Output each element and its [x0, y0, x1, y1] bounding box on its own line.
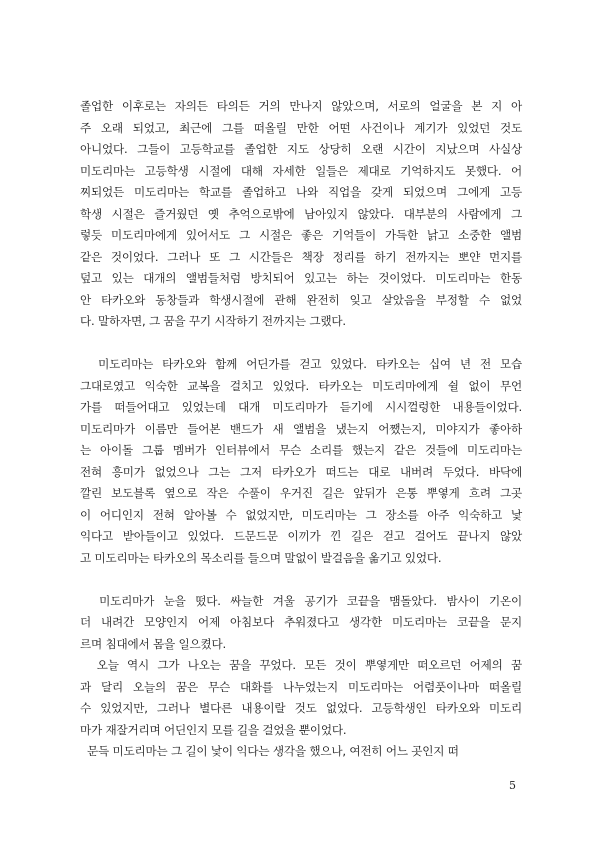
text-line: 미도리마는 타카오와 함께 어딘가를 걷고 있었다. 타카오는 십여 년 전 모습 — [80, 357, 522, 371]
text-line: 주 오래 되었고, 최근에 그를 떠올릴 만한 어떤 사건이나 계기가 있었던 것도 — [80, 120, 522, 135]
text-line: 그대로였고 익숙한 교복을 걸치고 있었다. 타카오는 미도리마에게 쉴 없이 무언 — [80, 378, 522, 393]
text-line: 미도리마가 눈을 떴다. 싸늘한 겨울 공기가 코끝을 맴돌았다. 밤사이 기온이 — [80, 593, 522, 608]
text-line: 덮고 있는 대개의 앨범들처럼 방치되어 있고는 하는 것이었다. 미도리마는 한동 — [80, 271, 522, 285]
text-line: 문득 미도리마는 그 길이 낯이 익다는 생각을 했으나, 여전히 어느 곳인지 떠 — [80, 744, 459, 758]
text-line: 미도리마는 고등학생 시절에 대해 자세한 일들은 제대로 기억하지도 못했다. 어 — [80, 163, 522, 178]
page-number: 5 — [509, 779, 516, 792]
paragraph — [80, 591, 522, 763]
text-line: 오늘 역시 그가 나오는 꿈을 꾸었다. 모든 것이 뿌옇게만 떠오르던 어제의 꿈 — [80, 658, 522, 672]
text-line: 과 달리 오늘의 꿈은 무슨 대화를 나누었는지 미도리마는 어렴풋이나마 떠올릴 — [80, 679, 522, 694]
text-line: 전혀 흥미가 없었으나 그는 그저 타카오가 떠드는 대로 내버려 두었다. 바닥에 — [80, 464, 522, 479]
text-line: 렇듯 미도리마에게 있어서도 그 시절은 좋은 기억들이 가득한 낡고 소중한 앨범 — [80, 228, 522, 242]
text-line: 같은 것이었다. 그러나 또 그 시간들은 책장 정리를 하기 전까지는 뽀얀 먼지를 — [80, 249, 522, 264]
text-line: 고 미도리마는 타카오의 목소리를 들으며 말없이 발걸음을 옮기고 있었다. — [80, 550, 442, 565]
text-line: 아니었다. 그들이 고등학교를 졸업한 지도 상당히 오랜 시간이 지났으며 사실상 — [80, 142, 522, 156]
text-line: 르며 침대에서 몸을 일으켰다. — [80, 636, 226, 651]
body-text — [80, 96, 522, 763]
text-line: 더 내려간 모양인지 어제 아침보다 추워졌다고 생각한 미도리마는 코끝을 문지 — [80, 615, 522, 629]
text-line: 는 아이돌 그룹 멤버가 인터뷰에서 무슨 소리를 했는지 같은 것들에 미도리마는 — [80, 443, 522, 457]
text-line: 수 있었지만, 그러나 별다른 내용이랄 것도 없었다. 고등학생인 타카오와 미도리 — [80, 701, 522, 715]
paragraph — [80, 354, 522, 569]
text-line: 이 어디인지 전혀 알아볼 수 없었지만, 미도리마는 그 장소를 아주 익숙하고 낯 — [80, 507, 522, 522]
text-line: 가를 떠들어대고 있었는데 대개 미도리마가 듣기에 시시껄렁한 내용들이었다. — [80, 400, 522, 414]
text-line: 마가 재잘거리며 어딘인지 모를 길을 걸었을 뿐이었다. — [80, 722, 347, 737]
text-line: 미도리마가 이름만 들어본 밴드가 새 앨범을 냈는지 어쨌는지, 미야지가 좋아하 — [80, 421, 522, 436]
text-line: 다. 말하자면, 그 꿈을 꾸기 시작하기 전까지는 그랬다. — [80, 314, 346, 328]
text-line: 학생 시절은 즐거웠던 옛 추억으로밖에 남아있지 않았다. 대부분의 사람에게 그 — [80, 206, 522, 221]
text-line: 찌되었든 미도리마는 학교를 졸업하고 나와 직업을 갖게 되었으며 그에게 고등 — [80, 185, 522, 199]
text-line: 익다고 받아들이고 있었다. 드문드문 이끼가 낀 길은 걷고 걸어도 끝나지 않았 — [80, 529, 522, 543]
paragraph-gap — [80, 333, 522, 355]
paragraph-gap — [80, 569, 522, 591]
text-line: 안 타카오와 동창들과 학생시절에 관해 완전히 잊고 살았음을 부정할 수 없었 — [80, 292, 522, 307]
text-line: 깔린 보도블록 옆으로 작은 수풀이 우거진 길은 앞뒤가 은통 뿌옇게 흐려 그곳 — [80, 486, 522, 500]
paragraph — [80, 96, 522, 333]
text-line: 졸업한 이후로는 자의든 타의든 거의 만나지 않았으며, 서로의 얼굴을 본 지 아 — [80, 99, 522, 113]
